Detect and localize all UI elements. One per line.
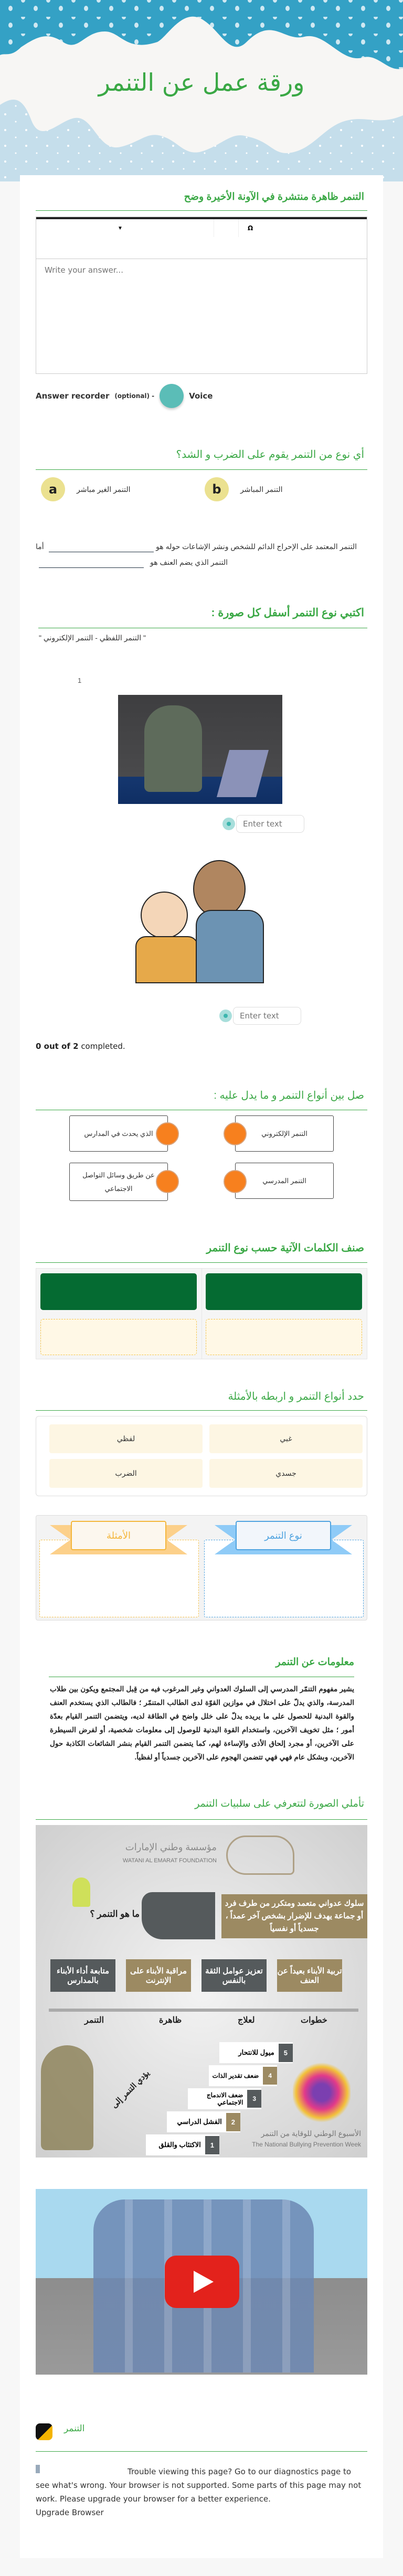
- divider: [36, 1262, 367, 1263]
- effect-text: ميول للانتحار: [238, 2048, 274, 2056]
- classify-title: صنف الكلمات الآتية حسب نوع التنمر: [206, 1242, 364, 1254]
- option-letter-b: b: [205, 477, 229, 501]
- completed-count: 0 out of 2: [36, 1042, 79, 1051]
- boy-shirt: [135, 936, 198, 983]
- header-banner: [0, 0, 403, 181]
- blank-input-2[interactable]: [39, 567, 144, 568]
- answer-recorder: [36, 384, 213, 408]
- category-header: [40, 1273, 197, 1310]
- question-1-title: التنمر ظاهرة منتشرة في الآونة الأخيرة وضح: [184, 191, 364, 202]
- option-letter-a: a: [41, 477, 65, 501]
- ribbon-sort-area: [36, 1515, 367, 1620]
- divider: [36, 469, 367, 470]
- what-is-bullying: ما هو التنمر ؟: [90, 1909, 140, 1919]
- effect-text: الاكتئاب والقلق: [158, 2141, 201, 2149]
- match-connector-dot[interactable]: [224, 1170, 247, 1193]
- effect-4: [209, 2065, 277, 2086]
- browser-warning: [36, 2465, 367, 2519]
- step-1: تربية الأبناء بعيداً عن العنف: [277, 1959, 342, 1992]
- effect-3: [188, 2088, 261, 2109]
- youtube-video[interactable]: [36, 2189, 367, 2375]
- option-a[interactable]: [41, 477, 131, 501]
- week-name-en: The National Bullying Prevention Week: [252, 2141, 361, 2148]
- effect-5: [219, 2042, 293, 2063]
- category-dropzone[interactable]: [40, 1319, 197, 1355]
- ribbon-label-examples: الأمثلة: [71, 1521, 166, 1550]
- effect-1: [146, 2134, 219, 2155]
- cyberbullying-photo: [118, 695, 282, 804]
- play-button-icon[interactable]: [165, 2256, 239, 2308]
- boy-head: [141, 892, 188, 939]
- org-name-en: WATANI AL EMARAT FOUNDATION: [122, 1858, 217, 1864]
- category-header: [206, 1273, 362, 1310]
- completion-status: [36, 1042, 125, 1051]
- effect-number: 4: [263, 2067, 277, 2085]
- reflect-title: تأملي الصورة لتتعرفي على سلبيات التنمر: [195, 1798, 364, 1809]
- option-text: التنمر الغير مباشر: [77, 485, 131, 493]
- laptop-figure: [217, 750, 269, 797]
- girl-illustration: [72, 1877, 90, 1907]
- question-2-title: أي نوع من التنمر يقوم على الضرب و الشد؟: [176, 449, 364, 460]
- effect-number: 1: [205, 2136, 219, 2154]
- bully-shirt: [196, 910, 264, 983]
- fill-blank-line-2: التنمر الذي يضم العنف هو: [150, 558, 228, 566]
- enter-text-input-2[interactable]: [233, 1007, 301, 1025]
- divider: [36, 210, 367, 211]
- option-b[interactable]: [205, 477, 283, 501]
- match-connector-dot[interactable]: [224, 1122, 247, 1145]
- editor-toolbar: [36, 219, 367, 259]
- completed-suffix: completed.: [81, 1042, 125, 1051]
- word-card[interactable]: غبي: [209, 1424, 363, 1453]
- word-card[interactable]: الضرب: [49, 1459, 203, 1488]
- footer-title: التنمر: [64, 2423, 85, 2434]
- classify-table: [36, 1268, 367, 1359]
- marker-number: 1: [78, 677, 82, 684]
- status-dot: [222, 818, 235, 830]
- scared-boy-illustration: [41, 2045, 93, 2150]
- fill-blank-line-1: التنمر المعتمد على الإحراج الدائم للشخص ونشر الإشاعات حوله هو: [156, 542, 357, 551]
- worksheet-card: [20, 175, 383, 2558]
- match-right-item[interactable]: التنمر المدرسي: [235, 1163, 334, 1199]
- recorder-label: Answer recorder: [36, 391, 110, 401]
- effect-text: ضعف تقدير الذات: [212, 2072, 259, 2079]
- step-3: مراقبة الأبناء على الإنترنت: [126, 1959, 191, 1992]
- category-dropzone[interactable]: [206, 1319, 362, 1355]
- timeline-bar: [49, 2009, 358, 2012]
- bullying-infographic: [36, 1825, 367, 2158]
- option-text: التنمر المباشر: [240, 485, 283, 493]
- trouble-text: Trouble viewing this page? Go to our diagnostics page to see what's wrong. Your browser is not supported. Some parts of this page may not work. Please upgrade your browser for a better experience.: [36, 2467, 362, 2504]
- effect-number: 3: [247, 2090, 261, 2108]
- font-dropdown-caret-icon[interactable]: ▼: [118, 226, 123, 231]
- match-connector-dot[interactable]: [156, 1122, 179, 1145]
- bully-head: [193, 860, 246, 918]
- broken-image-icon: [36, 2465, 128, 2473]
- watani-logo: [226, 1836, 294, 1875]
- match-title: صل بين أنواع التنمر و ما يدل عليه :: [214, 1090, 364, 1101]
- step-2: تعزيز عوامل الثقة بالنفس: [202, 1959, 267, 1992]
- timeline-label: ظاهرة: [159, 2016, 182, 2025]
- effect-number: 5: [279, 2044, 293, 2062]
- divider: [36, 2451, 367, 2452]
- timeline-label: التنمر: [84, 2016, 104, 2025]
- step-4: متابعة أداء الأبناء بالمدارس: [50, 1959, 115, 1992]
- prevention-week-logo: [293, 2061, 351, 2124]
- effect-text: ضعف الاندماج الاجتماعي: [206, 2091, 243, 2106]
- special-character-button[interactable]: Ω: [248, 224, 253, 232]
- info-title: معلومات عن التنمر: [275, 1657, 354, 1668]
- match-right-item[interactable]: التنمر الإلكتروني: [235, 1115, 334, 1152]
- word-card[interactable]: جسدي: [209, 1459, 363, 1488]
- pointing-hand: [142, 1892, 215, 1939]
- word-card[interactable]: لفظي: [49, 1424, 203, 1453]
- recorder-mode: Voice: [189, 391, 213, 401]
- leads-to-label: يؤدي التنمر إلى: [110, 2068, 152, 2110]
- divider: [36, 1819, 367, 1820]
- verbal-bullying-cartoon: [130, 860, 272, 983]
- girl-figure: [144, 705, 202, 792]
- divider: [36, 1410, 367, 1411]
- fill-blank-connector: أما: [36, 542, 44, 551]
- answer-textarea[interactable]: [36, 259, 367, 372]
- info-paragraph: يشير مفهوم التنمّر المدرسي إلى السلوك العدواني وغير المرغوب فيه من قِبل المجتمع ويكون بين طلاب المدرسة، والذي يدلّ على اختلال في موازين القوّة لدى الطالب المتنمّر ؛ فالطالب الذي يستخدم العنف والقوة البدنية للحصول على ما يريده يدلّ على خلل واضح في الطاقة لديه، ويتضمن التنمر القيام بعدّة أمور ؛ مثل تخويف الآخرين، واستخدام القوة البدنية للوصول إلى معلومات شخصية، أو لفرض السيطرة على الآخرين، أو مجرد إلحاق الأذى والإساءة لهم، كما يتضمن التنمر القيام بنشر الشائعات الكاذبة حول الآخرين، وبشكل عام فهي فهي تتضمن الهجوم على الآخرين جسدياً أو لفظياً.: [50, 1685, 354, 1761]
- timeline-label: خطوات: [301, 2016, 327, 2025]
- match-left-item[interactable]: الذي يحدث في المدارس: [69, 1115, 168, 1152]
- enter-text-input-1[interactable]: [236, 815, 304, 833]
- question-3-title: اكتبي نوع التنمر أسفل كل صورة :: [211, 607, 364, 619]
- wizer-logo-icon: [36, 2423, 52, 2440]
- effect-text: الفشل الدراسي: [177, 2118, 222, 2126]
- rich-text-editor: [36, 217, 367, 374]
- definition-box: سلوك عدواني متعمد ومتكرر من طرف فرد أو جماعة يهدف للإضرار بشخص آخر عمداً ، جسدياً أو نفسياً: [221, 1894, 367, 1938]
- status-dot: [219, 1010, 232, 1022]
- org-name-ar: مؤسسة وطني الإمارات: [125, 1842, 217, 1852]
- effect-2: [167, 2111, 240, 2132]
- match-left-item[interactable]: عن طريق وسائل التواصل الاجتماعي: [69, 1163, 168, 1201]
- identify-title: حدد أنواع التنمر و اربطه بالأمثلة: [228, 1391, 364, 1402]
- timeline-label: لعلاج: [238, 2016, 255, 2025]
- word-hint: " التنمر اللفظي - التنمر الإلكتروني ": [39, 634, 146, 642]
- worksheet-title: ورقة عمل عن التنمر: [98, 68, 305, 96]
- answer-field-2: [219, 1007, 301, 1025]
- record-button[interactable]: [160, 384, 184, 408]
- answer-field-1: [222, 815, 304, 833]
- match-connector-dot[interactable]: [156, 1170, 179, 1193]
- toolbar-separator: [238, 219, 239, 237]
- ribbon-label-type: نوع التنمر: [236, 1521, 331, 1550]
- upgrade-browser-link[interactable]: Upgrade Browser: [36, 2508, 104, 2517]
- recorder-optional: (optional) -: [114, 392, 155, 400]
- effect-number: 2: [226, 2113, 240, 2131]
- week-name-ar: الأسبوع الوطني للوقاية من التنمر: [261, 2129, 361, 2138]
